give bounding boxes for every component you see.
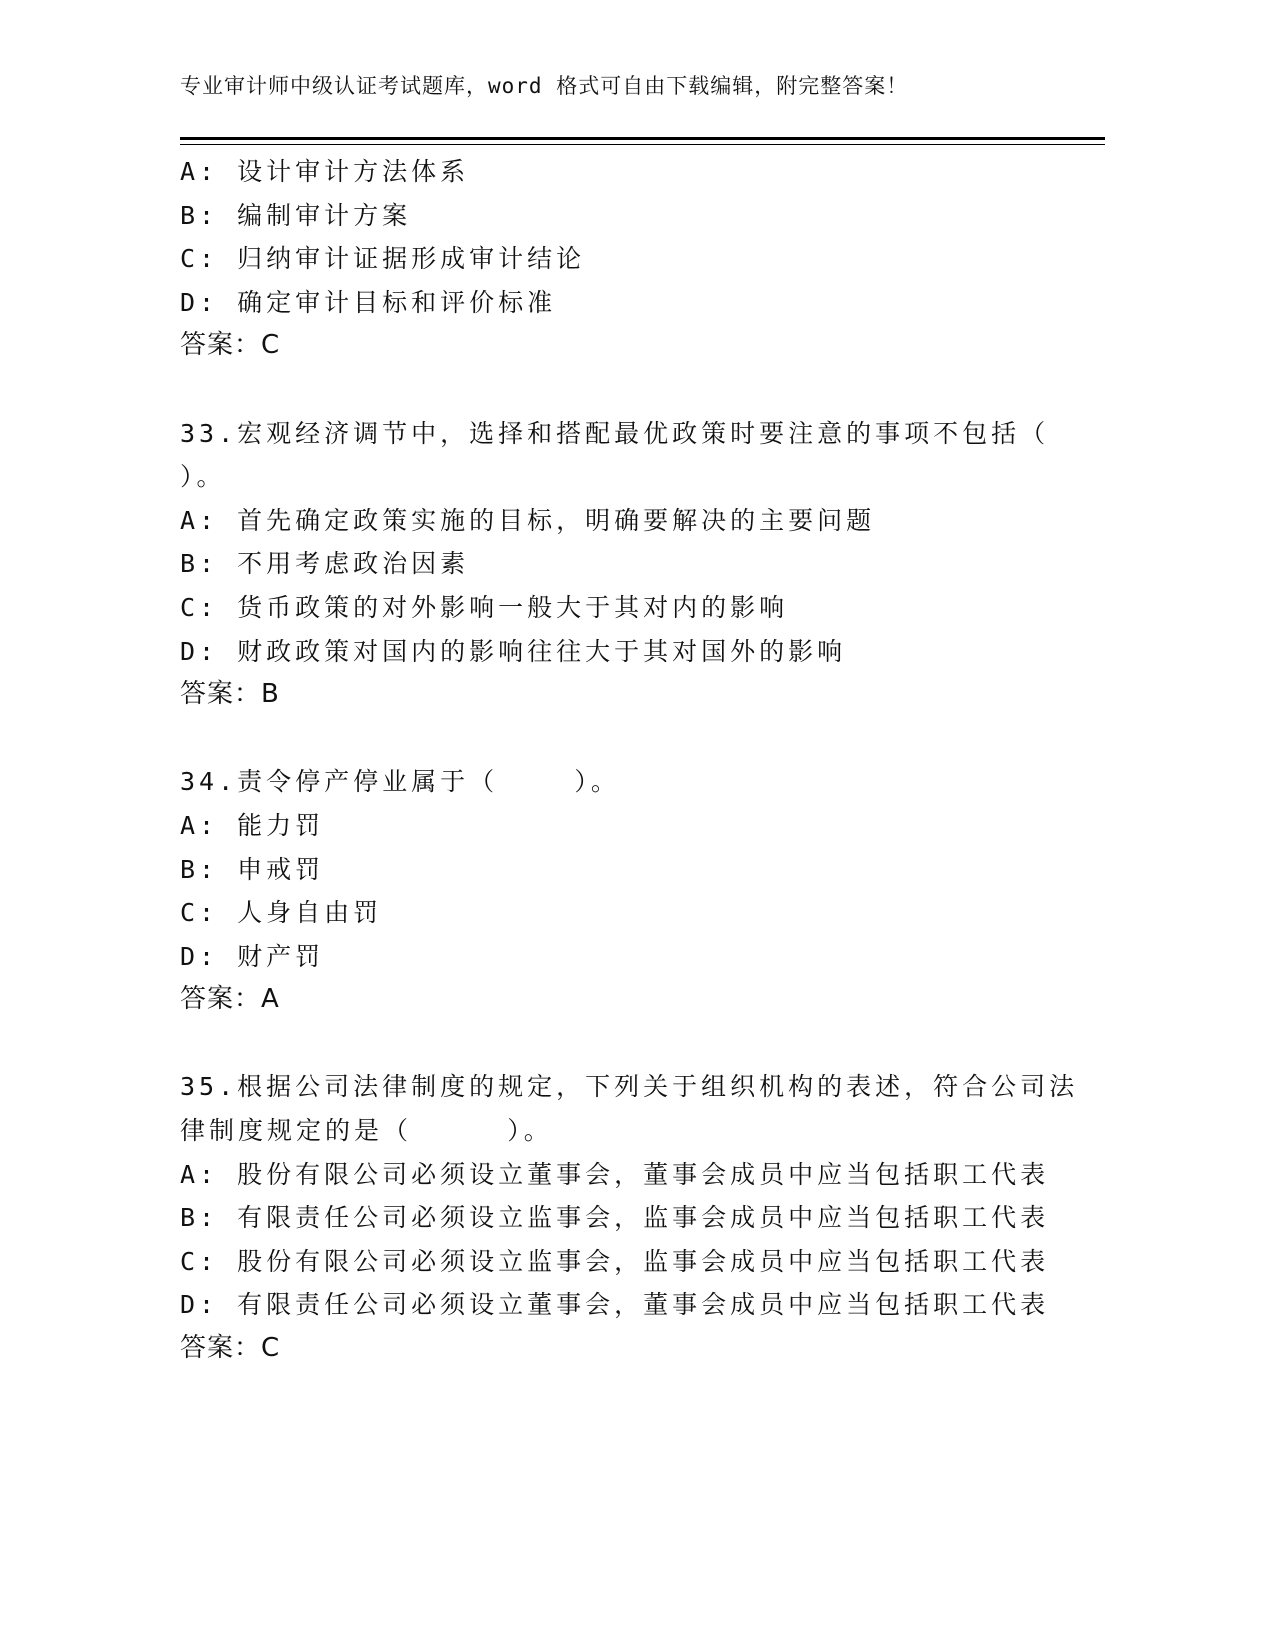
question-35 xyxy=(180,1065,1080,1370)
header-rule-thick xyxy=(180,137,1105,140)
option-d: D: 有限责任公司必须设立董事会，董事会成员中应当包括职工代表 xyxy=(180,1290,1050,1320)
option-c: C: 归纳审计证据形成审计结论 xyxy=(180,244,586,274)
question-32-tail xyxy=(180,150,1080,368)
question-stem-cont: ）。 xyxy=(180,462,226,492)
answer: 答案：A xyxy=(180,984,280,1015)
option-a: A: 能力罚 xyxy=(180,810,325,840)
option-b: B: 不用考虑政治因素 xyxy=(180,549,470,579)
question-33 xyxy=(180,412,1080,717)
option-c: C: 人身自由罚 xyxy=(180,898,383,928)
option-b: B: 有限责任公司必须设立监事会，监事会成员中应当包括职工代表 xyxy=(180,1203,1050,1233)
question-stem: 34.责令停产停业属于（ ）。 xyxy=(180,767,620,797)
option-d: D: 财产罚 xyxy=(180,941,325,971)
option-d: D: 财政政策对国内的影响往往大于其对国外的影响 xyxy=(180,636,847,666)
page-header: 专业审计师中级认证考试题库，word 格式可自由下载编辑，附完整答案！ xyxy=(180,74,909,98)
option-c: C: 股份有限公司必须设立监事会，监事会成员中应当包括职工代表 xyxy=(180,1246,1050,1276)
question-stem-cont: 律制度规定的是（ ）。 xyxy=(180,1116,553,1146)
question-stem: 33.宏观经济调节中，选择和搭配最优政策时要注意的事项不包括（ xyxy=(180,418,1050,448)
option-d: D: 确定审计目标和评价标准 xyxy=(180,287,557,317)
option-a: A: 股份有限公司必须设立董事会，董事会成员中应当包括职工代表 xyxy=(180,1159,1050,1189)
answer: 答案：C xyxy=(180,1333,281,1364)
question-content xyxy=(180,150,1080,1371)
option-b: B: 申戒罚 xyxy=(180,854,325,884)
option-b: B: 编制审计方案 xyxy=(180,200,412,230)
option-c: C: 货币政策的对外影响一般大于其对内的影响 xyxy=(180,592,789,622)
question-34 xyxy=(180,760,1080,1022)
answer: 答案：B xyxy=(180,679,280,710)
option-a: A: 首先确定政策实施的目标，明确要解决的主要问题 xyxy=(180,505,876,535)
answer: 答案：C xyxy=(180,330,281,361)
question-stem: 35.根据公司法律制度的规定，下列关于组织机构的表述，符合公司法 xyxy=(180,1072,1079,1102)
header-rule-thin xyxy=(180,144,1105,145)
option-a: A: 设计审计方法体系 xyxy=(180,157,470,186)
